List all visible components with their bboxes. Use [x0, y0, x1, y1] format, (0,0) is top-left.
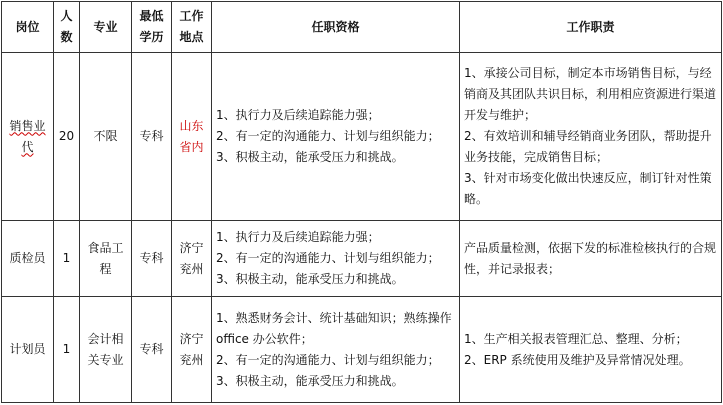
education-cell: 专科 — [132, 221, 172, 297]
requirement-line: 3、积极主动，能承受压力和挑战。 — [216, 373, 404, 388]
count-cell: 20 — [54, 53, 80, 221]
requirement-line: 3、积极主动，能承受压力和挑战。 — [216, 272, 404, 286]
location-cell: 山东省内 — [172, 53, 212, 221]
duty-line: 2、有效培训和辅导经销商业务团队，帮助提升业务技能，完成销售目标； — [464, 129, 712, 164]
header-position: 岗位 — [2, 2, 54, 53]
header-row — [2, 2, 722, 53]
requirement-line: 1、熟悉财务会计、统计基础知识；熟练操作 office 办公软件； — [216, 310, 452, 346]
job-table — [1, 1, 722, 403]
requirement-line: 1、执行力及后续追踪能力强； — [216, 230, 380, 244]
major-cell: 食品工程 — [80, 221, 132, 297]
location-cell: 济宁兖州 — [172, 297, 212, 403]
requirement-line: 1、执行力及后续追踪能力强； — [216, 108, 380, 122]
duties-cell — [460, 297, 722, 403]
duty-line: 1、生产相关报表管理汇总、整理、分析； — [464, 331, 688, 346]
requirements-cell — [212, 221, 460, 297]
major-cell: 不限 — [80, 53, 132, 221]
education-cell: 专科 — [132, 53, 172, 221]
requirement-line: 3、积极主动，能承受压力和挑战。 — [216, 150, 404, 164]
requirement-line: 2、有一定的沟通能力、计划与组织能力； — [216, 251, 440, 265]
position-cell: 销售业代 — [2, 53, 54, 221]
position-cell: 质检员 — [2, 221, 54, 297]
header-location: 工作地点 — [172, 2, 212, 53]
header-duties: 工作职责 — [460, 2, 722, 53]
requirement-line: 2、有一定的沟通能力、计划与组织能力； — [216, 129, 440, 143]
table-row — [2, 221, 722, 297]
requirements-cell — [212, 53, 460, 221]
header-count: 人数 — [54, 2, 80, 53]
position-cell: 计划员 — [2, 297, 54, 403]
duty-line: 2、ERP 系统使用及维护及异常情况处理。 — [464, 352, 691, 367]
education-cell: 专科 — [132, 297, 172, 403]
location-cell: 济宁兖州 — [172, 221, 212, 297]
duty-line: 1、承接公司目标，制定本市场销售目标，与经销商及其团队共识目标，利用相应资源进行渠道开发与维护； — [464, 66, 717, 122]
requirements-cell — [212, 297, 460, 403]
header-education: 最低学历 — [132, 2, 172, 53]
count-cell: 1 — [54, 297, 80, 403]
duties-cell — [460, 53, 722, 221]
count-cell: 1 — [54, 221, 80, 297]
duty-line: 3、针对市场变化做出快速反应，制订针对性策略。 — [464, 171, 712, 206]
table-row — [2, 53, 722, 221]
table-row — [2, 297, 722, 403]
header-major: 专业 — [80, 2, 132, 53]
header-requirements: 任职资格 — [212, 2, 460, 53]
duties-cell — [460, 221, 722, 297]
requirement-line: 2、有一定的沟通能力、计划与组织能力； — [216, 352, 440, 367]
major-cell: 会计相关专业 — [80, 297, 132, 403]
duty-line: 产品质量检测，依据下发的标准检核执行的合规性，并记录报表； — [464, 240, 717, 276]
